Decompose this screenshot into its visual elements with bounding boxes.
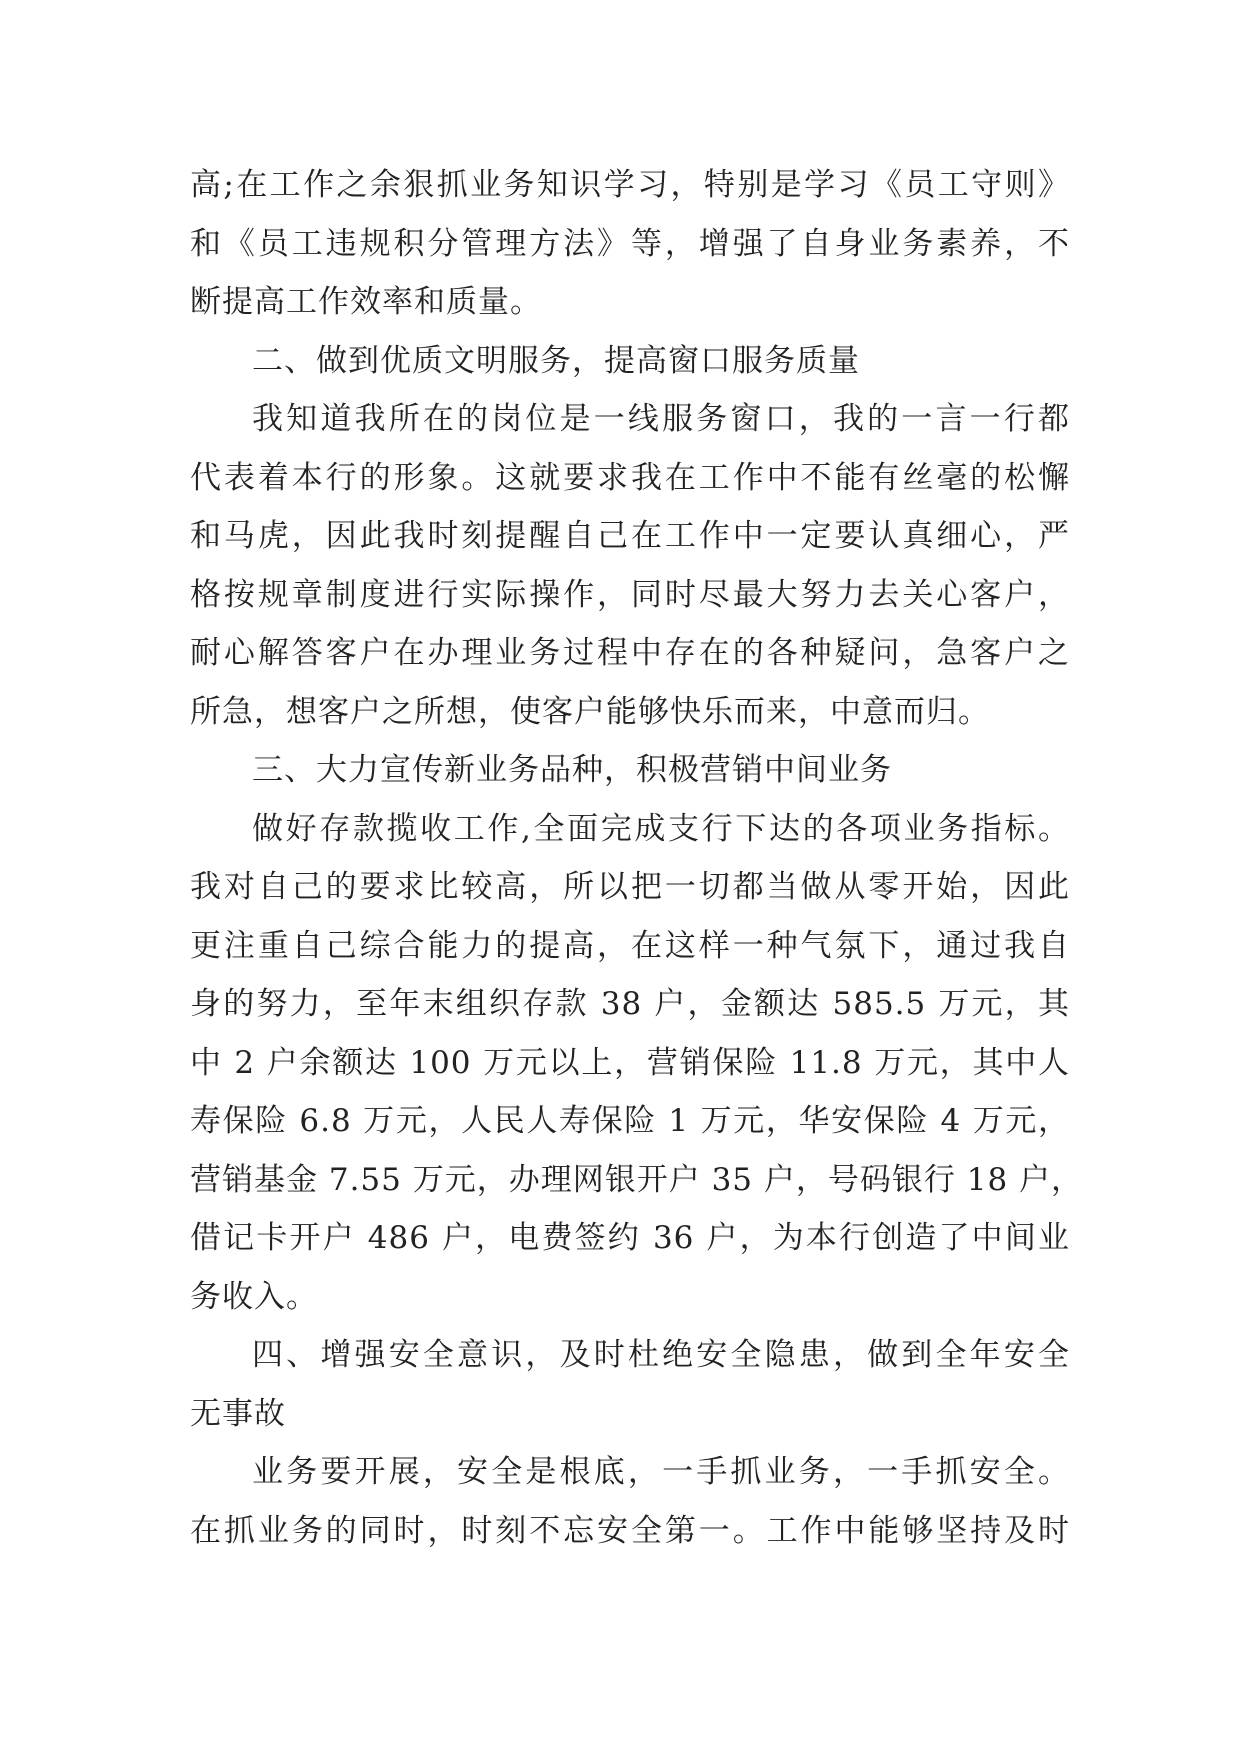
text-line: 我知道我所在的岗位是一线服务窗口，我的一言一行都 bbox=[252, 401, 1070, 437]
text-line: 在抓业务的同时，时刻不忘安全第一。工作中能够坚持及时 bbox=[190, 1512, 1070, 1549]
text-line: 做好存款揽收工作,全面完成支行下达的各项业务指标。 bbox=[252, 810, 1070, 847]
text-line: 所急，想客户之所想，使客户能够快乐而来，中意而归。 bbox=[190, 693, 990, 730]
text-line: 务收入。 bbox=[190, 1278, 318, 1315]
text-line: 和《员工违规积分管理方法》等，增强了自身业务素养，不 bbox=[190, 225, 1070, 262]
text-line: 更注重自己综合能力的提高，在这样一种气氛下，通过我自 bbox=[190, 927, 1070, 964]
text-line: 二、做到优质文明服务，提高窗口服务质量 bbox=[252, 342, 860, 379]
document-body bbox=[190, 156, 1084, 1560]
text-line: 断提高工作效率和质量。 bbox=[190, 284, 542, 320]
text-line: 借记卡开户 486 户，电费签约 36 户，为本行创造了中间业 bbox=[190, 1220, 1070, 1256]
text-line: 寿保险 6.8 万元，人民人寿保险 1 万元，华安保险 4 万元， bbox=[190, 1103, 1070, 1139]
text-line: 耐心解答客户在办理业务过程中存在的各种疑问，急客户之 bbox=[190, 635, 1070, 671]
text-line: 业务要开展，安全是根底，一手抓业务，一手抓安全。 bbox=[252, 1454, 1070, 1490]
text-line: 身的努力，至年末组织存款 38 户，金额达 585.5 万元，其 bbox=[190, 986, 1070, 1022]
text-line: 营销基金 7.55 万元，办理网银开户 35 户，号码银行 18 户， bbox=[190, 1161, 1084, 1198]
text-line: 四、增强安全意识，及时杜绝安全隐患，做到全年安全 bbox=[252, 1337, 1070, 1373]
text-line: 中 2 户余额达 100 万元以上，营销保险 11.8 万元，其中人 bbox=[190, 1044, 1070, 1081]
text-line: 格按规章制度进行实际操作，同时尽最大努力去关心客户， bbox=[190, 576, 1070, 613]
text-line: 高;在工作之余狠抓业务知识学习，特别是学习《员工守则》 bbox=[190, 167, 1070, 203]
text-line: 和马虎，因此我时刻提醒自己在工作中一定要认真细心，严 bbox=[190, 518, 1070, 554]
text-line: 我对自己的要求比较高，所以把一切都当做从零开始，因此 bbox=[190, 869, 1070, 905]
text-line: 无事故 bbox=[190, 1395, 286, 1432]
text-line: 代表着本行的形象。这就要求我在工作中不能有丝毫的松懈 bbox=[190, 459, 1070, 496]
text-line: 三、大力宣传新业务品种，积极营销中间业务 bbox=[252, 752, 892, 788]
